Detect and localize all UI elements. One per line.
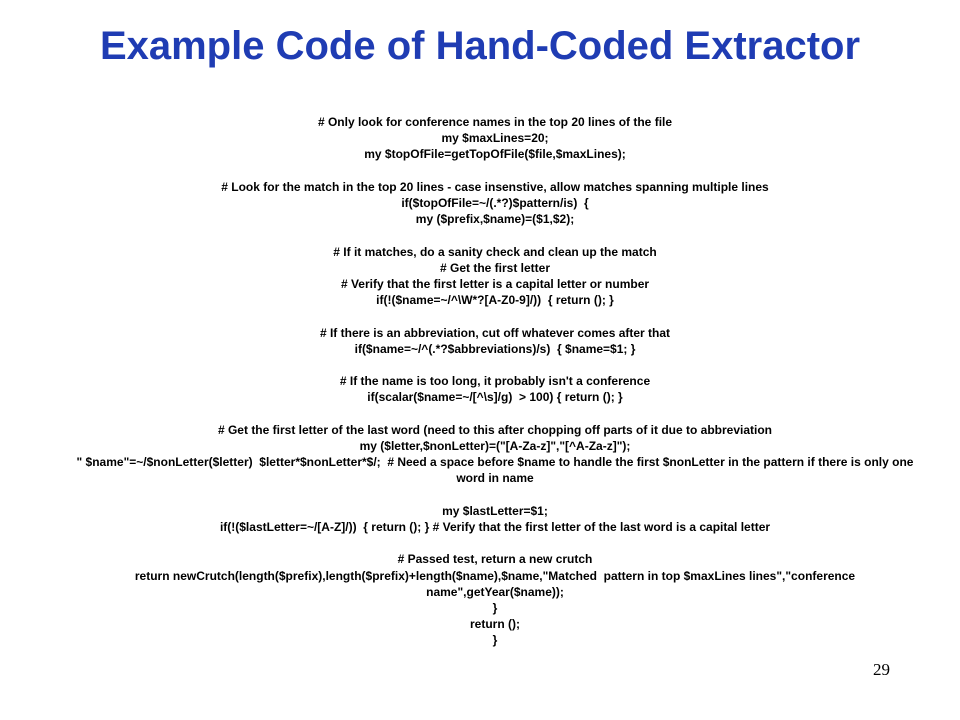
code-line: my $topOfFile=getTopOfFile($file,$maxLines); [364,147,626,162]
code-line [70,357,920,373]
code-line: } [492,600,498,615]
code-line: if(!($lastLetter=~/[A-Z]/)) { return (); } # Verify that the first letter of the last word is a capital letter [219,519,771,534]
slide-title: Example Code of Hand-Coded Extractor [99,24,861,68]
code-line: # Look for the match in the top 20 lines - case insenstive, allow matches spanning multiple lines [221,179,769,194]
code-line: if(!($name=~/^\W*?[A-Z0-9]/)) { return (); } [376,293,614,308]
code-line: my $maxLines=20; [441,131,549,146]
code-line: # Passed test, return a new crutch [397,552,593,567]
code-line: if($topOfFile=~/(.*?)$pattern/is) { [401,196,589,210]
code-line [70,487,920,503]
code-line [70,227,920,243]
code-line: my ($prefix,$name)=($1,$2); [415,212,575,227]
code-line: if(scalar($name=~/[^\s]/g) > 100) { return (); } [367,390,623,405]
code-line: my $lastLetter=$1; [442,503,548,518]
code-line: # Verify that the first letter is a capital letter or number [340,277,650,291]
code-line [70,163,920,179]
code-line: my ($letter,$nonLetter)=("[A-Za-z]","[^A-Za-z]"); [359,438,631,453]
code-line: if($name=~/^(.*?$abbreviations)/s) { $name=$1; } [354,341,636,356]
code-line [70,308,920,324]
code-line [70,406,920,422]
code-line: # Get the first letter of the last word (need to this after chopping off parts of it due to abbreviation [217,422,773,437]
code-line: # If it matches, do a sanity check and clean up the match [333,244,657,259]
code-line: # Get the first letter [439,260,551,275]
code-line: return (); [470,617,520,632]
code-line [70,535,920,551]
code-block [70,114,920,649]
code-line: # If there is an abbreviation, cut off whatever comes after that [319,325,671,340]
code-line: " $name"=~/$nonLetter($letter) $letter*$nonLetter*$/; # Need a space before $name to handle the first $nonLetter in the pattern if there is only one word in name [76,455,917,486]
code-line: # If the name is too long, it probably isn't a conference [339,374,651,389]
code-line: # Only look for conference names in the top 20 lines of the file [317,115,673,129]
code-line: return newCrutch(length($prefix),length($prefix)+length($name),$name,"Matched pattern in top $maxLines lines","conference name",getYear($name)); [134,568,859,599]
page-number: 29 [873,660,890,679]
code-line: } [492,633,498,648]
